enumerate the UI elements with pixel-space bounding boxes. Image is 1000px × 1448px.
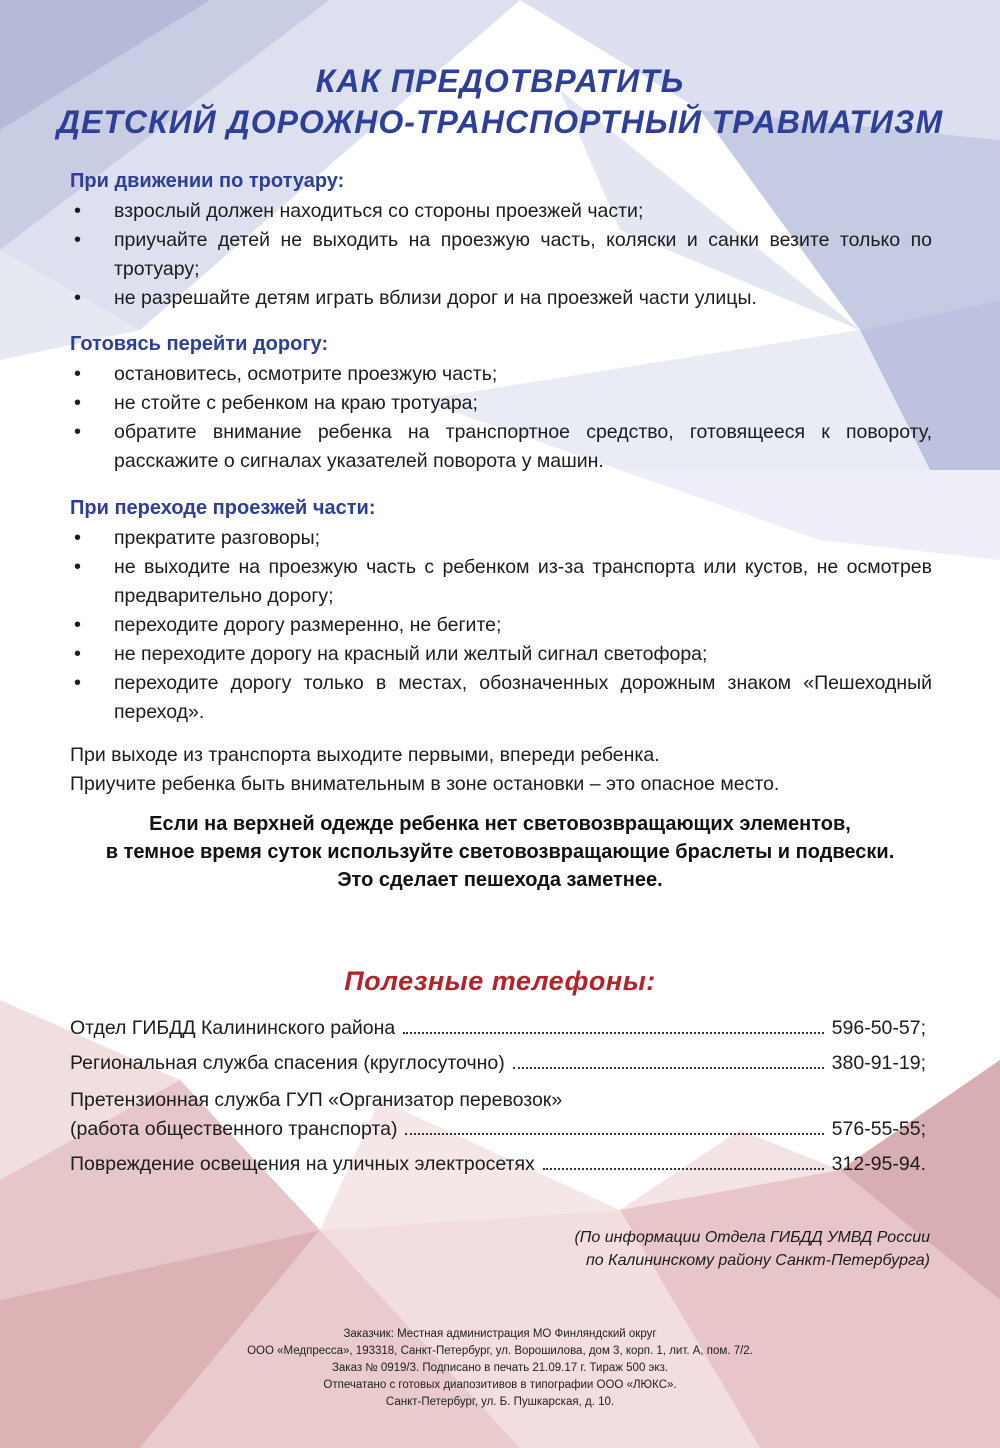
bullet-list-sidewalk xyxy=(70,197,932,313)
phone-number: 576-55-55; xyxy=(831,1118,926,1140)
imprint-line: Заказчик: Местная администрация МО Финляндский округ xyxy=(343,1328,657,1340)
bullet-list-crossing xyxy=(70,524,932,727)
reflective-note-line3: Это сделает пешехода заметнее. xyxy=(337,869,663,891)
list-item: • не разрешайте детям играть вблизи дорог и на проезжей части улицы. xyxy=(70,284,932,313)
bullet-list-preparing xyxy=(70,360,932,476)
phone-number: 380-91-19; xyxy=(831,1052,926,1074)
imprint-line: Санкт-Петербург, ул. Б. Пушкарская, д. 10. xyxy=(385,1396,615,1408)
dot-leader xyxy=(513,1067,824,1069)
list-item: • не стойте с ребенком на краю тротуара; xyxy=(70,389,932,418)
list-item: • не выходите на проезжую часть с ребенком из-за транспорта или кустов, не осмотрев предварительно дорогу; xyxy=(70,553,932,611)
phone-label: Региональная служба спасения (круглосуточно) xyxy=(70,1052,505,1074)
page-title-line1: КАК ПРЕДОТВРАТИТЬ xyxy=(315,63,685,99)
phones-heading: Полезные телефоны: xyxy=(344,966,656,996)
phone-row-gibdd xyxy=(70,1013,926,1043)
list-item: • приучайте детей не выходить на проезжую часть, коляски и санки везите только по тротуару; xyxy=(70,226,932,284)
imprint-line: ООО «Медпресса», 193318, Санкт-Петербург, ул. Ворошилова, дом 3, корп. 1, лит. А, пом. 7/2. xyxy=(247,1345,753,1357)
dot-leader xyxy=(543,1168,824,1170)
phone-label: Повреждение освещения на уличных электросетях xyxy=(70,1153,535,1175)
phone-row-lighting xyxy=(70,1149,926,1179)
section-heading-crossing: При переходе проезжей части: xyxy=(70,497,376,519)
phone-row-transport xyxy=(70,1114,926,1144)
page-title-line2: ДЕТСКИЙ ДОРОЖНО-ТРАНСПОРТНЫЙ ТРАВМАТИЗМ xyxy=(56,104,944,140)
section-heading-sidewalk: При движении по тротуару: xyxy=(70,170,345,192)
list-item: • переходите дорогу размеренно, не бегите; xyxy=(70,611,932,640)
reflective-note-line1: Если на верхней одежде ребенка нет световозвращающих элементов, xyxy=(149,813,851,835)
phone-row-rescue xyxy=(70,1048,926,1078)
dot-leader xyxy=(403,1032,823,1034)
note-stop-zone: Приучите ребенка быть внимательным в зоне остановки – это опасное место. xyxy=(70,773,780,795)
source-line: (По информации Отдела ГИБДД УМВД России xyxy=(574,1229,930,1246)
source-note xyxy=(574,1226,930,1272)
list-item: • прекратите разговоры; xyxy=(70,524,932,553)
phone-label-line1: Претензионная служба ГУП «Организатор перевозок» xyxy=(70,1089,563,1111)
imprint-line: Отпечатано с готовых диапозитивов в типографии ООО «ЛЮКС». xyxy=(323,1379,677,1391)
list-item: • взрослый должен находиться со стороны проезжей части; xyxy=(70,197,932,226)
list-item: • остановитесь, осмотрите проезжую часть; xyxy=(70,360,932,389)
phone-number: 596-50-57; xyxy=(831,1017,926,1039)
list-item: • не переходите дорогу на красный или желтый сигнал светофора; xyxy=(70,640,932,669)
imprint xyxy=(0,1326,1000,1411)
imprint-line: Заказ № 0919/3. Подписано в печать 21.09.17 г. Тираж 500 экз. xyxy=(331,1362,669,1374)
section-heading-preparing: Готовясь перейти дорогу: xyxy=(70,333,329,355)
dot-leader xyxy=(405,1133,823,1135)
list-item: • переходите дорогу только в местах, обозначенных дорожным знаком «Пешеходный переход». xyxy=(70,669,932,727)
reflective-note-line2: в темное время суток используйте световозвращающие браслеты и подвески. xyxy=(105,841,895,863)
source-line: по Калининскому району Санкт-Петербурга) xyxy=(585,1252,930,1269)
note-exit-transport: При выходе из транспорта выходите первыми, впереди ребенка. xyxy=(70,744,660,766)
phone-label: Отдел ГИБДД Калининского района xyxy=(70,1017,396,1039)
phone-number: 312-95-94. xyxy=(831,1153,926,1175)
list-item: • обратите внимание ребенка на транспортное средство, готовящееся к повороту, расскажите о сигналах указателей поворота у машин. xyxy=(70,418,932,476)
phone-label: (работа общественного транспорта) xyxy=(70,1118,398,1140)
